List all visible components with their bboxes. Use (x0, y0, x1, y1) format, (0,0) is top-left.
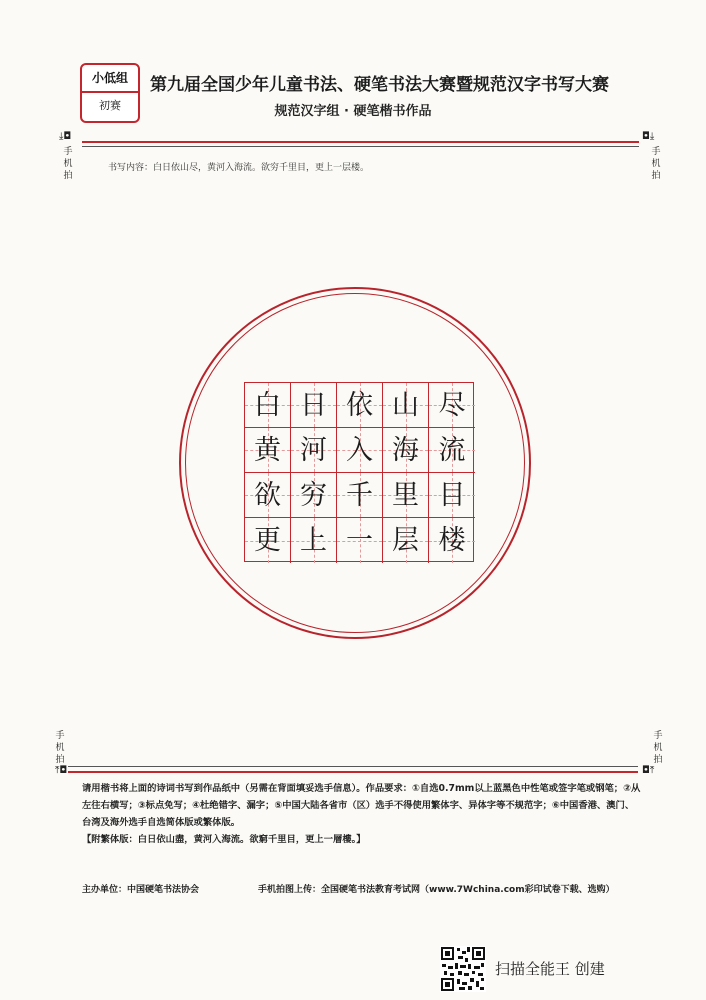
bottom-thin-rule (68, 766, 638, 767)
grid-cell (337, 383, 383, 428)
camera-label-bottom-right: 手机拍 (653, 731, 663, 765)
grid-cell (245, 383, 291, 428)
page-title: 第九届全国少年儿童书法、硬笔书法大赛暨规范汉字书写大赛 (150, 75, 609, 95)
scanner-watermark: 扫描全能王 创建 (495, 960, 605, 978)
grid-cell (337, 518, 383, 563)
traditional-version: 【附繁体版：白日依山盡，黄河入海流。欲窮千里目，更上一層樓。】 (82, 834, 366, 845)
writing-grid (244, 382, 474, 562)
camera-icon-top-right: ◘⤓ (642, 131, 655, 142)
grid-character: 山 (392, 390, 419, 421)
grid-character: 黄 (254, 435, 281, 466)
grid-character: 欲 (254, 480, 281, 511)
qr-code (440, 946, 486, 992)
camera-icon-bottom-right: ◘⤒ (642, 765, 655, 776)
grid-character: 流 (438, 435, 466, 466)
requirements-body: 请用楷书将上面的诗词书写到作品纸中（另需在背面填妥选手信息）。作品要求：①自选0.7mm以上蓝黑色中性笔或签字笔或钢笔；②从左往右横写；③标点免写；④杜绝错字、漏字；⑤中国大陆各省市（区）选手不得使用繁体字、异体字等不规范字；⑥中国香港、澳门、台湾及海外选手自选简体版或繁体版。 (82, 783, 641, 828)
camera-icon-top-left: ⤓◘ (59, 131, 72, 142)
requirements-text (82, 780, 642, 848)
grid-character: 日 (300, 390, 327, 421)
grid-cell (383, 428, 429, 473)
grid-cell (245, 518, 291, 563)
page-subtitle: 规范汉字组 · 硬笔楷书作品 (274, 104, 432, 119)
grid-cell (383, 383, 429, 428)
grid-cell (291, 473, 337, 518)
grid-cell (383, 518, 429, 563)
grid-character: 上 (300, 525, 327, 556)
grid-character: 千 (346, 480, 373, 511)
writing-content: 书写内容：白日依山尽，黄河入海流。欲穷千里目，更上一层楼。 (108, 163, 370, 173)
grid-cell (429, 383, 475, 428)
camera-label-bottom-left: 手机拍 (55, 731, 65, 765)
badge-group: 小低组 (82, 65, 138, 93)
grid-cell (245, 428, 291, 473)
grid-cell (429, 473, 475, 518)
grid-character: 依 (346, 390, 373, 421)
grid-character: 里 (392, 480, 419, 511)
grid-character: 更 (254, 525, 281, 556)
badge-round: 初赛 (99, 99, 121, 112)
grid-cell (337, 428, 383, 473)
grid-character: 尽 (438, 390, 466, 421)
bottom-red-rule (68, 771, 638, 773)
top-red-rule (82, 141, 639, 143)
grid-cell (429, 428, 475, 473)
grid-character: 层 (392, 525, 419, 556)
grid-character: 楼 (438, 525, 466, 556)
grid-character: 目 (438, 480, 466, 511)
organizer: 主办单位：中国硬笔书法协会 (82, 885, 200, 895)
grid-cell (383, 473, 429, 518)
grid-character: 海 (392, 435, 419, 466)
grid-character: 白 (254, 390, 281, 421)
grid-character: 入 (346, 435, 373, 466)
grid-cell (337, 473, 383, 518)
grid-cell (291, 428, 337, 473)
grid-character: 河 (300, 435, 327, 466)
grid-cell (291, 518, 337, 563)
upload-info: 手机拍图上传：全国硬笔书法教育考试网（www.7Wchina.com彩印试卷下载、选购） (258, 885, 615, 895)
camera-label-top-left: 手机拍 (63, 147, 73, 181)
camera-icon-bottom-left: ⤒◘ (55, 765, 68, 776)
camera-label-top-right: 手机拍 (651, 147, 661, 181)
grid-character: 穷 (300, 480, 327, 511)
grid-cell (245, 473, 291, 518)
top-thin-rule (82, 146, 639, 147)
grid-cell (291, 383, 337, 428)
grid-character: 一 (346, 525, 373, 556)
grid-cell (429, 518, 475, 563)
